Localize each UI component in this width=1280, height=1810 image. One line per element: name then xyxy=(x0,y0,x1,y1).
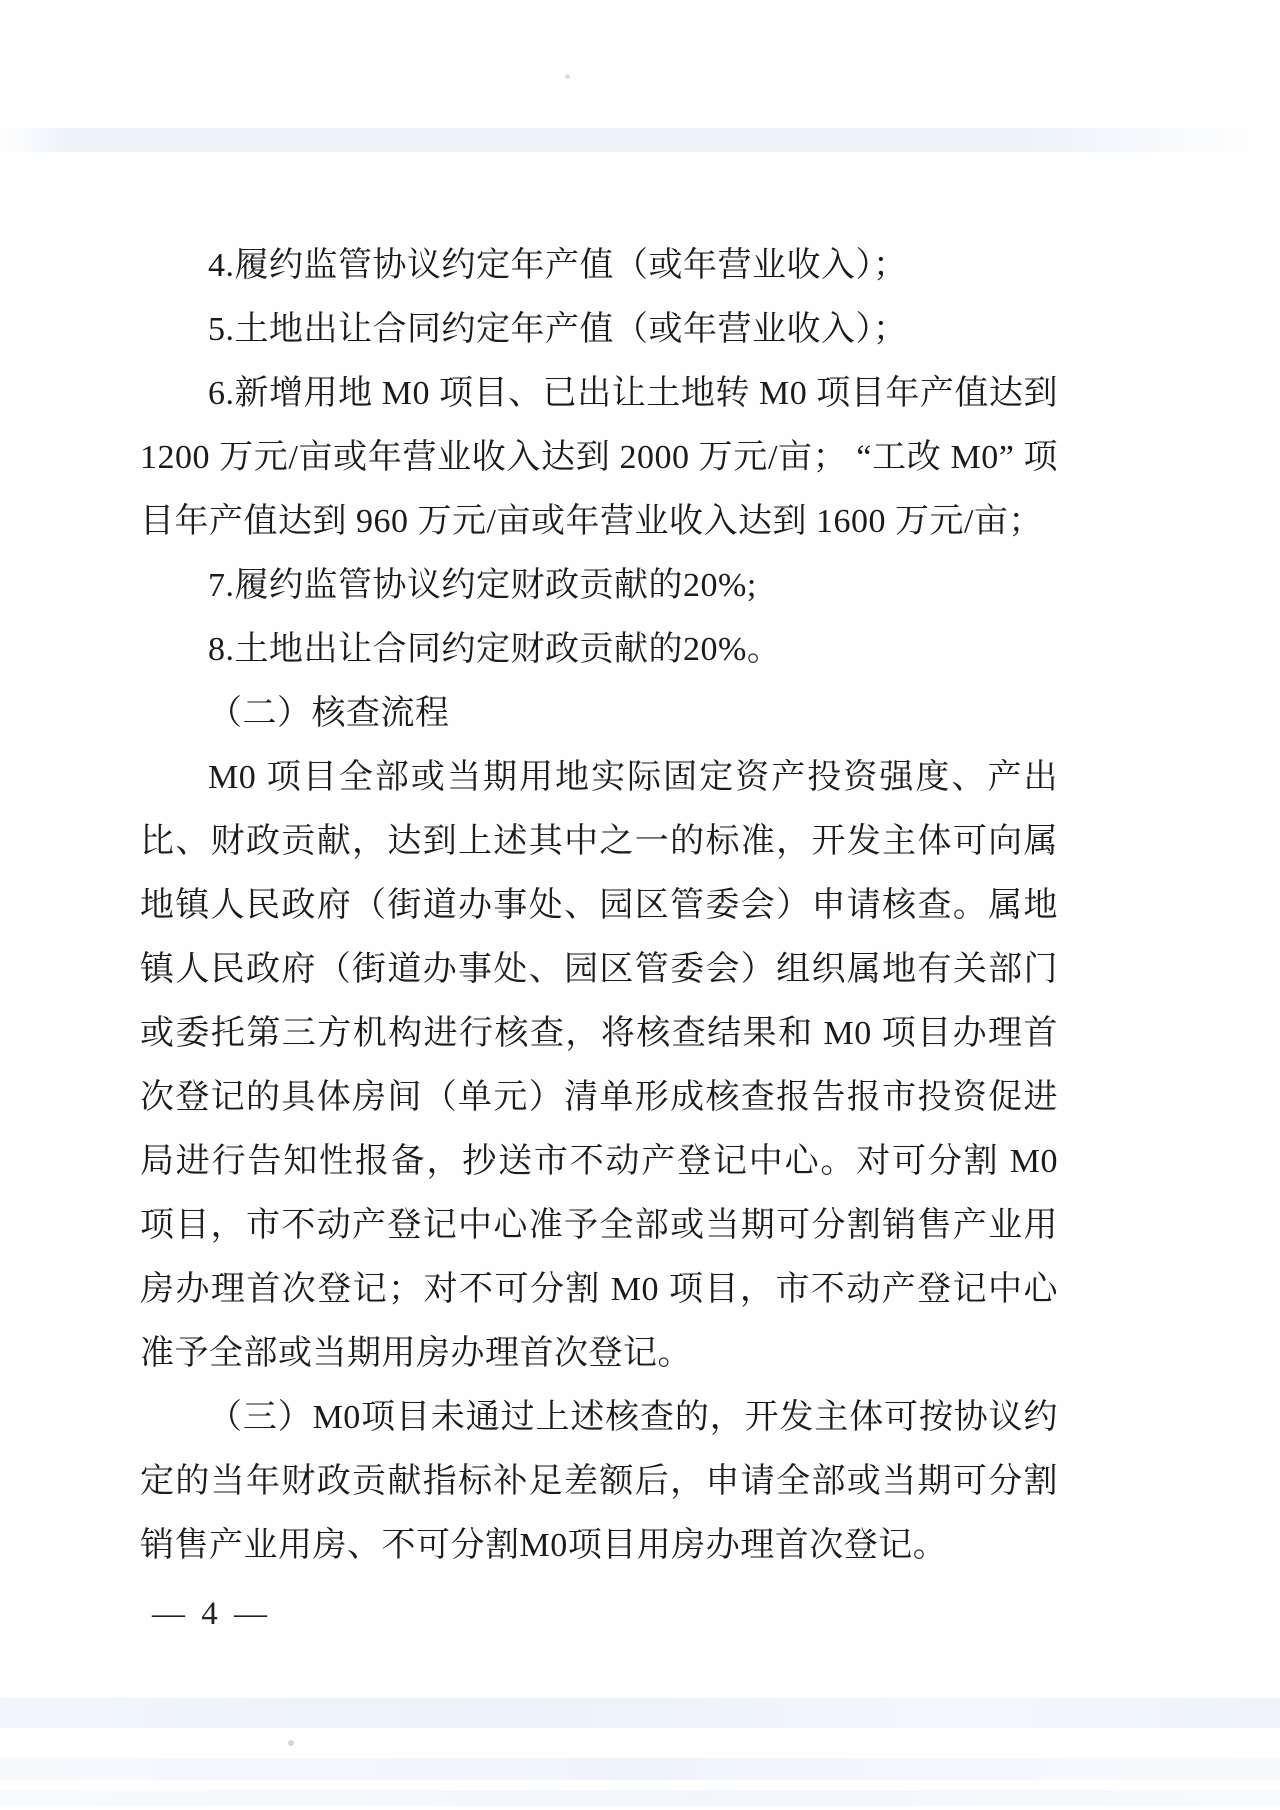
paragraph-check-process: M0 项目全部或当期用地实际固定资产投资强度、产出比、财政贡献，达到上述其中之一的标准，开发主体可向属地镇人民政府（街道办事处、园区管委会）申请核查。属地镇人民政府（街道办事处、园区管委会）组织属地有关部门或委托第三方机构进行核查，将核查结果和 M0 项目办理首次登记的具体房间（单元）清单形成核查报告报市投资促进局进行告知性报备，抄送市不动产登记中心。对可分割 M0 项目，市不动产登记中心准予全部或当期可分割销售产业用房办理首次登记；对不可分割 M0 项目，市不动产登记中心准予全部或当期用房办理首次登记。 xyxy=(140,759,1058,1372)
page-number: — 4 — xyxy=(152,1596,271,1632)
paragraph-section-three: （三）M0项目未通过上述核查的，开发主体可按协议约定的当年财政贡献指标补足差额后，申请全部或当期可分割销售产业用房、不可分割M0项目用房办理首次登记。 xyxy=(140,1399,1058,1564)
list-item-7: 7.履约监管协议约定财政贡献的20%; xyxy=(208,567,757,604)
list-item-5: 5.土地出让合同约定年产值（或年营业收入）； xyxy=(208,311,908,348)
list-item-4: 4.履约监管协议约定年产值（或年营业收入）； xyxy=(208,247,908,284)
list-item-6: 6.新增用地 M0 项目、已出让土地转 M0 项目年产值达到 1200 万元/亩或年营业收入达到 2000 万元/亩； “工改 M0” 项目年产值达到 960 万元/亩或年营业收入达到 1600 万元/亩； xyxy=(140,375,1058,540)
section-heading-check-process: （二）核查流程 xyxy=(208,695,450,732)
scan-artifact-band-bottom-1 xyxy=(0,1698,1280,1728)
scan-speck-top xyxy=(565,74,570,79)
scan-artifact-band-top xyxy=(0,128,1280,152)
scan-speck-bottom xyxy=(288,1740,294,1746)
list-item-8: 8.土地出让合同约定财政贡献的20%。 xyxy=(208,631,782,668)
document-body xyxy=(140,234,1058,1578)
scan-artifact-band-bottom-2 xyxy=(0,1758,1280,1780)
scan-artifact-band-bottom-3 xyxy=(0,1790,1280,1806)
